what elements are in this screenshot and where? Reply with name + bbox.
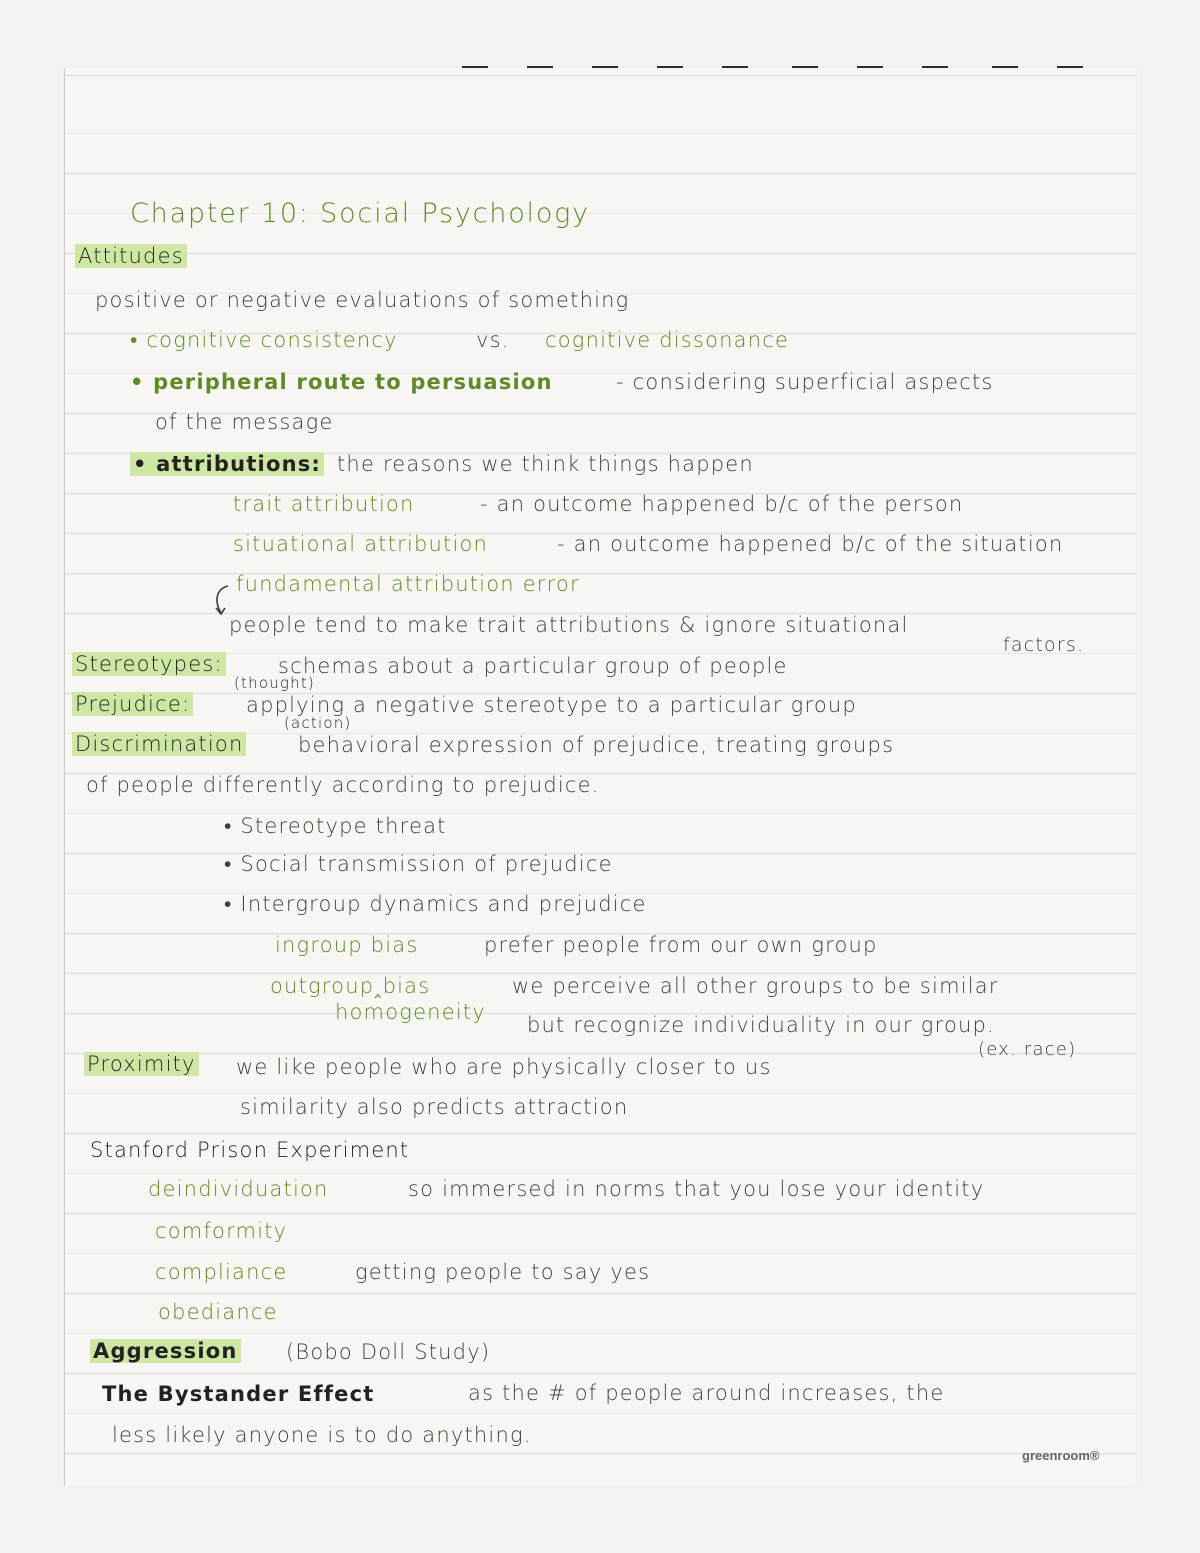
bystander-continued: less likely anyone is to do anything. (112, 1423, 532, 1447)
conformity-term: comformity (155, 1219, 288, 1243)
attributions-term: • attributions: (130, 452, 324, 476)
obedience-term: obediance (158, 1300, 278, 1324)
homogeneity-insert: homogeneity (335, 1000, 486, 1024)
outgroup-example: (ex. race) (978, 1039, 1077, 1060)
heading-stanford-prison-experiment: Stanford Prison Experiment (90, 1138, 410, 1162)
ingroup-bias-term: ingroup bias (275, 933, 419, 957)
prejudice-definition: applying a negative stereotype to a particular group (246, 693, 857, 717)
top-dash (992, 66, 1018, 68)
action-note: (action) (284, 714, 352, 732)
compliance-definition: getting people to say yes (355, 1260, 651, 1284)
heading-aggression: Aggression (90, 1339, 241, 1363)
heading-bystander-effect: The Bystander Effect (102, 1382, 375, 1406)
stereotypes-definition: schemas about a particular group of people (278, 654, 788, 678)
aggression-study: (Bobo Doll Study) (286, 1340, 491, 1364)
ingroup-bias-definition: prefer people from our own group (484, 933, 878, 957)
similarity-note: similarity also predicts attraction (240, 1095, 629, 1119)
heading-proximity: Proximity (84, 1052, 199, 1076)
heading-stereotypes: Stereotypes: (72, 652, 226, 676)
peripheral-route-continued: of the message (155, 410, 334, 434)
compliance-term: compliance (155, 1260, 288, 1284)
top-dash (792, 66, 818, 68)
deindividuation-definition: so immersed in norms that you lose your identity (408, 1177, 985, 1201)
top-dash (592, 66, 618, 68)
top-dash (657, 66, 683, 68)
brand-logo: greenroom® (1022, 1448, 1100, 1463)
discrimination-definition: behavioral expression of prejudice, treating groups (298, 733, 895, 757)
bystander-definition: as the # of people around increases, the (468, 1381, 945, 1405)
outgroup-bias-definition: we perceive all other groups to be similar (512, 974, 999, 998)
outgroup-bias-term: outgroup‸bias (270, 974, 431, 998)
discrimination-continued: of people differently according to prejudice. (86, 773, 600, 797)
fundamental-attribution-error-definition: people tend to make trait attributions & ignore situational (229, 613, 909, 637)
curved-arrow-icon (212, 583, 232, 617)
heading-attitudes: Attitudes (75, 244, 187, 268)
fundamental-attribution-error-term: fundamental attribution error (236, 572, 580, 596)
top-dash (857, 66, 883, 68)
deindividuation-term: deindividuation (148, 1177, 329, 1201)
bullet-peripheral-route: • peripheral route to persuasion (130, 370, 553, 394)
outgroup-bias-continued: but recognize individuality in our group. (527, 1013, 995, 1037)
thought-note: (thought) (234, 674, 315, 692)
vs-text: vs. (476, 328, 510, 352)
top-dash (527, 66, 553, 68)
proximity-definition: we like people who are physically closer to us (236, 1055, 772, 1079)
cognitive-dissonance-text: cognitive dissonance (545, 328, 790, 352)
trait-attribution-term: trait attribution (233, 492, 415, 516)
list-item: • Stereotype threat (224, 814, 447, 838)
bullet-cognitive-consistency: • cognitive consistency (130, 328, 398, 352)
page-title: Chapter 10: Social Psychology (130, 198, 590, 229)
fundamental-attribution-error-continued: factors. (1003, 634, 1085, 656)
situational-attribution-term: situational attribution (233, 532, 489, 556)
top-dash (1057, 66, 1083, 68)
top-dash (722, 66, 748, 68)
list-item: • Intergroup dynamics and prejudice (224, 892, 647, 916)
situational-attribution-definition: - an outcome happened b/c of the situation (557, 532, 1064, 556)
list-item: • Social transmission of prejudice (224, 852, 613, 876)
attitudes-definition: positive or negative evaluations of something (95, 288, 630, 312)
margin-line (64, 68, 65, 1486)
heading-discrimination: Discrimination (72, 732, 246, 756)
trait-attribution-definition: - an outcome happened b/c of the person (480, 492, 964, 516)
top-dash (462, 66, 488, 68)
peripheral-route-definition: - considering superficial aspects (616, 370, 994, 394)
top-dash (922, 66, 948, 68)
attributions-definition: the reasons we think things happen (337, 452, 754, 476)
heading-prejudice: Prejudice: (72, 692, 193, 716)
